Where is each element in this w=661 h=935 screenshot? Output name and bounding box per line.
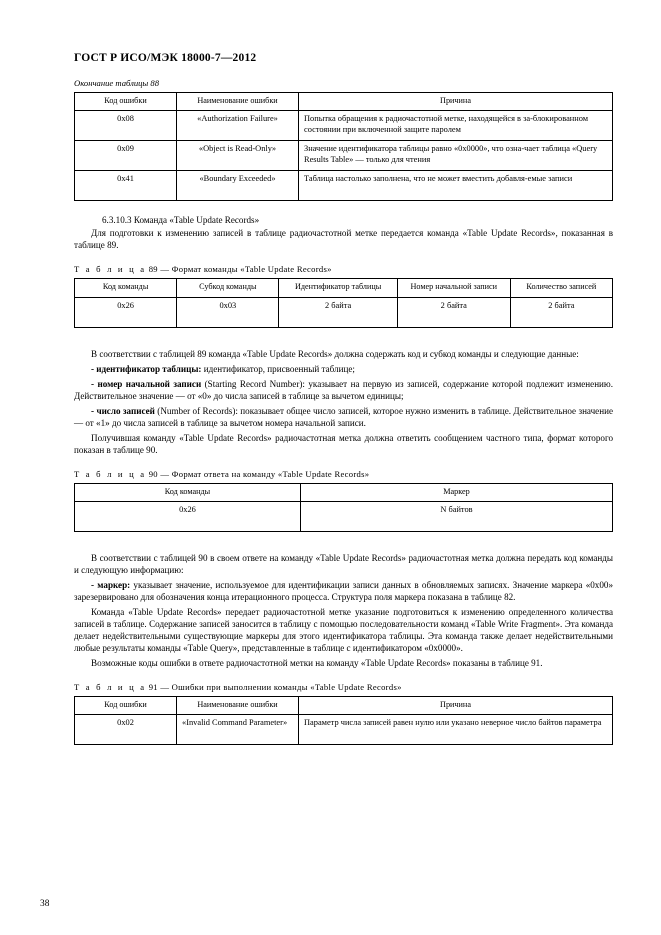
paragraph-marker	[74, 579, 613, 603]
text-start-record: (Starting Record Number): указывает на первую из записей, содержание которой подлежит изменению. Действительное значение — от «0» до числа записей в таблице за вычетом единицы;	[74, 378, 613, 401]
paragraph-start-record	[74, 378, 613, 402]
cell-reason: Таблица настолько заполнена, что не может вместить добавля-емые записи	[299, 171, 613, 201]
column-header-subcode: Субкод команды	[177, 279, 279, 297]
column-header-code: Код ошибки	[75, 93, 177, 111]
cell-command-code: 0x26	[75, 501, 301, 531]
text-record-count: (Number of Records): показывает общее число записей, которое нужно изменить в таблице. Действительное значение — от «1» до числа записей в таблице за вычетом номера начальной записи.	[74, 405, 613, 428]
cell-name: «Authorization Failure»	[177, 111, 299, 141]
paragraph-89-intro: В соответствии с таблицей 89 команда «Table Update Records» должна содержать код и субкод команды и следующие данные:	[91, 348, 579, 359]
column-header-command-code: Код команды	[75, 483, 301, 501]
label-table-id: - идентификатор таблицы:	[91, 363, 202, 374]
cell-reason: Значение идентификатора таблицы равно «0x0000», что озна-чает таблица «Query Results Table» — только для чтения	[299, 141, 613, 171]
page-number: 38	[40, 899, 50, 909]
column-header-start-record: Номер начальной записи	[397, 279, 510, 297]
column-header-reason: Причина	[299, 696, 613, 714]
section-intro: Для подготовки к изменению записей в таблице радиочастотной метке передается команда «Table Update Records», показанная в таблице 89.	[74, 228, 613, 251]
table-91-caption-prefix: Т а б л и ц а	[74, 681, 147, 692]
table-88-caption: Окончание таблицы 88	[74, 78, 159, 88]
table-91-caption-text: 91 — Ошибки при выполнении команды «Table Update Records»	[148, 681, 402, 692]
text-table-id: идентификатор, присвоенный таблице;	[201, 363, 355, 374]
label-start-record: - номер начальной записи	[91, 378, 202, 389]
table-91	[74, 696, 613, 745]
page-title: ГОСТ Р ИСО/МЭК 18000-7—2012	[74, 52, 257, 64]
cell-command-code: 0x26	[75, 297, 177, 327]
paragraph-record-count	[74, 405, 613, 429]
table-89-caption-prefix: Т а б л и ц а	[74, 264, 147, 275]
table-row	[75, 501, 613, 531]
table-row	[75, 141, 613, 171]
table-90-caption-prefix: Т а б л и ц а	[74, 468, 147, 479]
cell-marker: N байтов	[300, 501, 612, 531]
column-header-code: Код ошибки	[75, 696, 177, 714]
label-record-count: - число записей	[91, 405, 155, 416]
column-header-command-code: Код команды	[75, 279, 177, 297]
column-header-table-id: Идентификатор таблицы	[279, 279, 397, 297]
table-89-caption-text: 89 — Формат команды «Table Update Records»	[148, 264, 332, 275]
table-header-row	[75, 279, 613, 297]
table-row	[75, 297, 613, 327]
column-header-name: Наименование ошибки	[177, 93, 299, 111]
paragraph-90-intro: В соответствии с таблицей 90 в своем ответе на команду «Table Update Records» радиочастотная метка должна передать код команды и следующую информацию:	[74, 552, 613, 575]
paragraph-table-id	[74, 363, 613, 375]
cell-code: 0x41	[75, 171, 177, 201]
cell-reason: Попытка обращения к радиочастотной метке, находящейся в за-блокированном состоянии при включенной защите паролем	[299, 111, 613, 141]
cell-code: 0x09	[75, 141, 177, 171]
cell-name: «Object is Read-Only»	[177, 141, 299, 171]
table-89-caption	[74, 264, 613, 274]
table-header-row	[75, 696, 613, 714]
cell-code: 0x02	[75, 715, 177, 745]
cell-start-record: 2 байта	[397, 297, 510, 327]
table-91-caption	[74, 682, 613, 692]
cell-record-count: 2 байта	[510, 297, 612, 327]
table-90-caption	[74, 469, 613, 479]
text-marker: указывает значение, используемое для идентификации записи данных в обновляемых записях. Значение маркера «0x00» зарезервировано для обозначения конца итерационного процесса. Структура поля маркера показана в таблице 82.	[74, 579, 613, 602]
column-header-reason: Причина	[299, 93, 613, 111]
section-heading	[74, 215, 613, 225]
table-89	[74, 278, 613, 327]
table-90	[74, 483, 613, 532]
cell-name: «Invalid Command Parameter»	[177, 715, 299, 745]
table-header-row	[75, 483, 613, 501]
table-row	[75, 715, 613, 745]
table-header-row	[75, 93, 613, 111]
column-header-name: Наименование ошибки	[177, 696, 299, 714]
cell-subcode: 0x03	[177, 297, 279, 327]
cell-reason: Параметр числа записей равен нулю или указано неверное число байтов параметра	[299, 715, 613, 745]
cell-name: «Boundary Exceeded»	[177, 171, 299, 201]
section-title: Команда «Table Update Records»	[133, 215, 260, 226]
table-90-caption-text: 90 — Формат ответа на команду «Table Update Records»	[148, 468, 370, 479]
paragraph-error-intro: Возможные коды ошибки в ответе радиочастотной метки на команду «Table Update Records» показаны в таблице 91.	[91, 657, 543, 668]
paragraph-command-description: Команда «Table Update Records» передает радиочастотной метке указание подготовиться к изменению определенного количества записей в таблице. Содержание записей заносится в таблицу с помощью последовательности команд «Table Write Fragment». Эта команда делает недействительными существующие маркеры для этого идентификатора таблицы. Эта команда также делает недействительными любые результаты команды «Table Query», представленные в таблице с идентификатором «0x0000».	[74, 606, 613, 653]
cell-code: 0x08	[75, 111, 177, 141]
paragraph-response-intro: Получившая команду «Table Update Records» радиочастотная метка должна ответить сообщением частного типа, формат которого показан в таблице 90.	[74, 432, 613, 455]
label-marker: - маркер:	[91, 579, 131, 590]
section-number: 6.3.10.3	[102, 215, 132, 226]
table-88	[74, 92, 613, 201]
table-row	[75, 111, 613, 141]
cell-table-id: 2 байта	[279, 297, 397, 327]
table-row	[75, 171, 613, 201]
column-header-record-count: Количество записей	[510, 279, 612, 297]
column-header-marker: Маркер	[300, 483, 612, 501]
